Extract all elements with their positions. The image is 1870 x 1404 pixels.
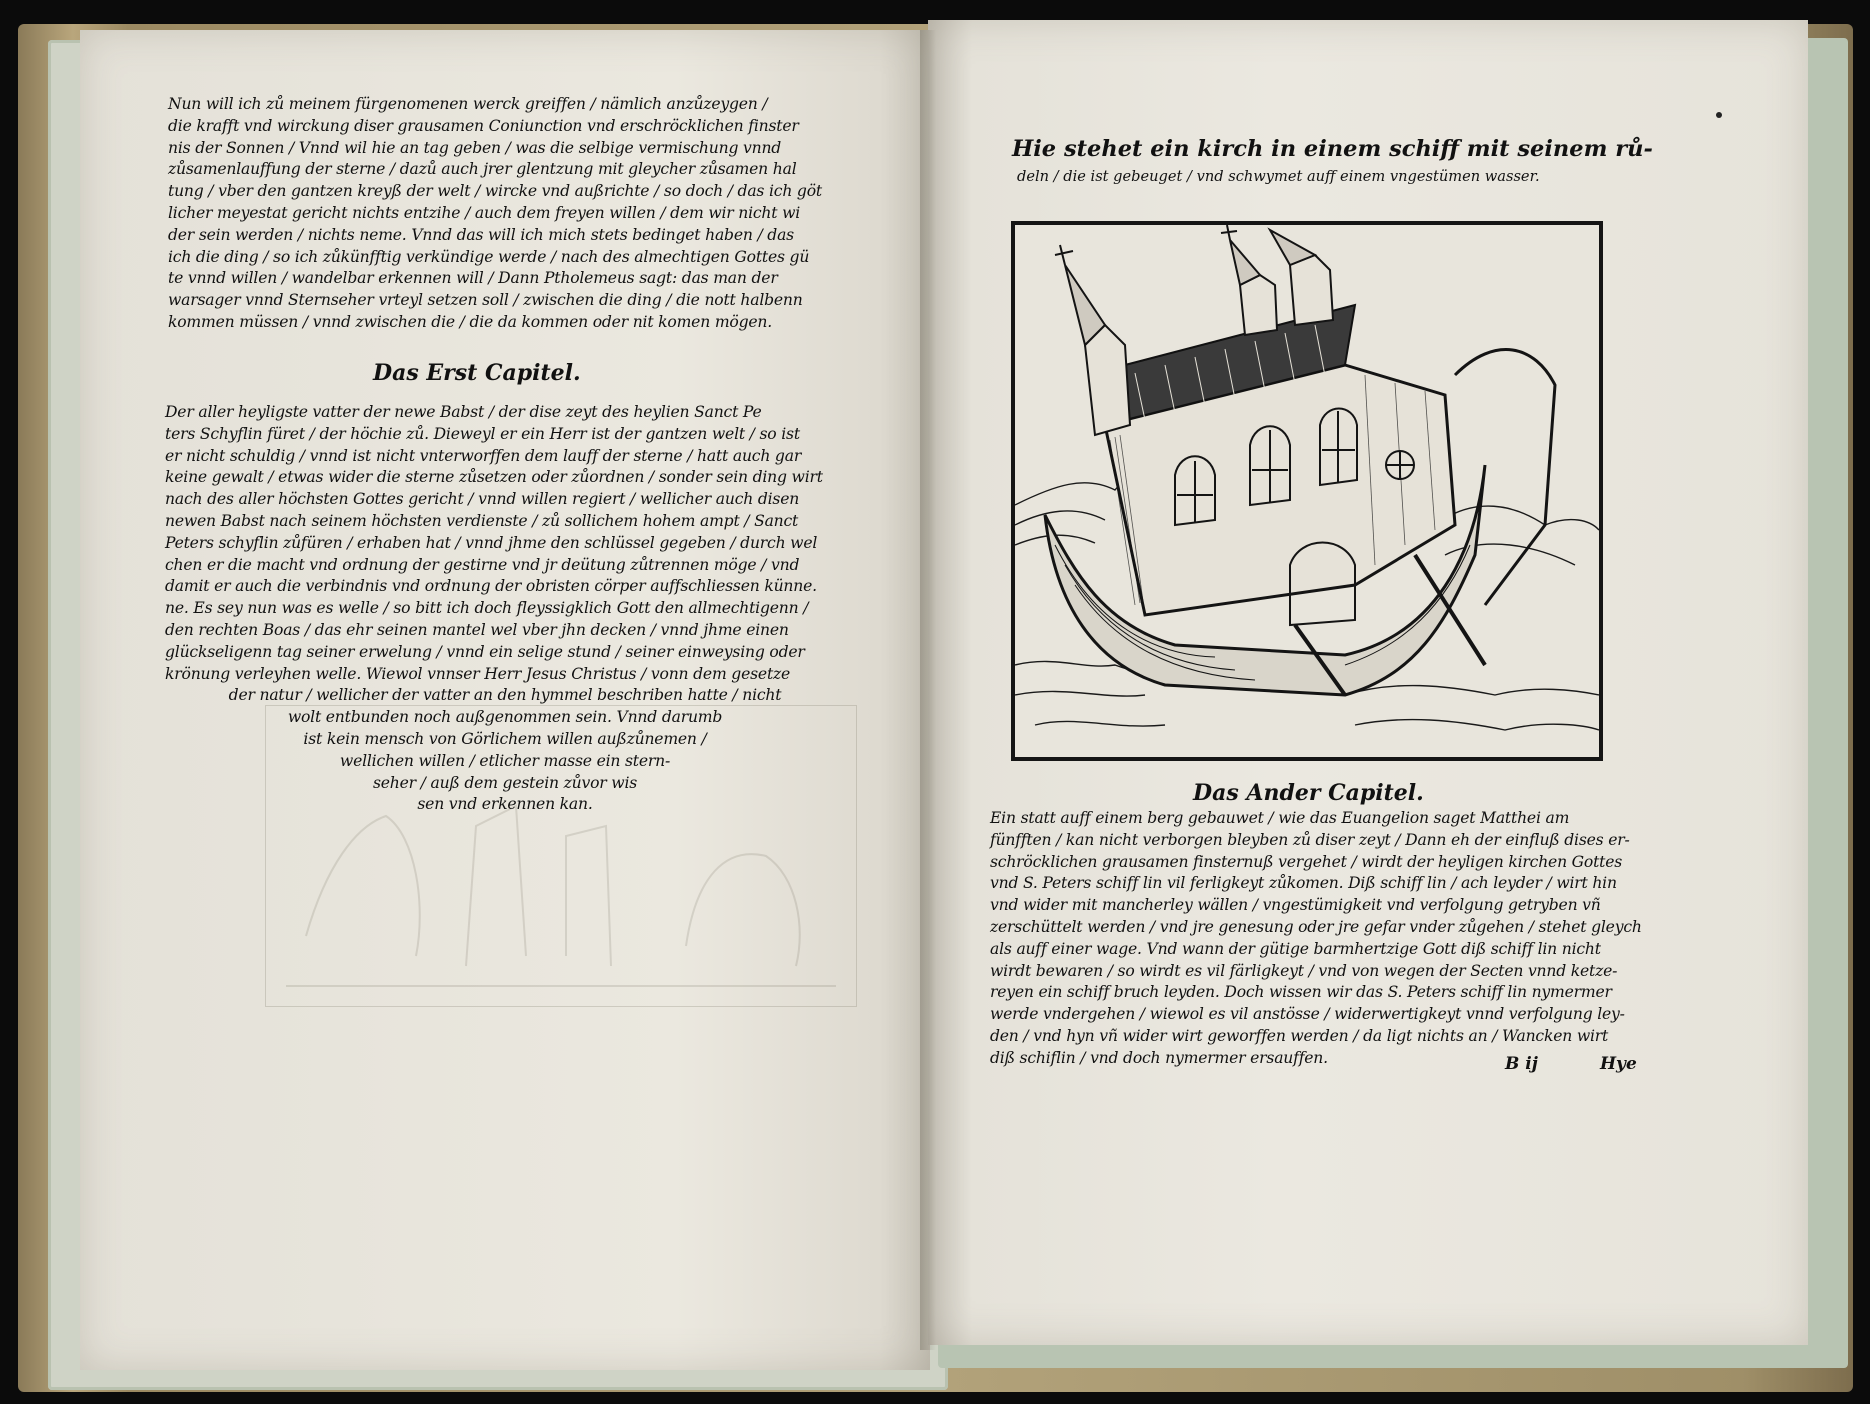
text-line: vnd wider mit mancherley wällen / vngestümigkeit vnd verfolgung getryben vñ bbox=[990, 896, 1601, 915]
left-body-paragraph bbox=[165, 402, 845, 816]
text-line: seher / auß dem gestein zůvor wis bbox=[372, 773, 638, 792]
text-line: wolt entbunden noch außgenommen sein. Vnnd darumb bbox=[287, 708, 723, 727]
text-line: Ein statt auff einem berg gebauwet / wie das Euangelion saget Matthei am bbox=[990, 809, 1570, 827]
text-line: ich die ding / so ich zůkünfftig verkündige werde / nach des almechtigen Gottes gü bbox=[168, 247, 810, 266]
text-line: warsager vnnd Sternseher vrteyl setzen soll / zwischen die ding / die nott halbenn bbox=[168, 291, 803, 310]
woodcut-title: Hie stehet ein kirch in einem schiff mit seinem rů- bbox=[1012, 136, 1653, 162]
text-line: schröcklichen grausamen finsternuß vergehet / wirdt der heyligen kirchen Gottes bbox=[990, 852, 1623, 871]
text-line: glückseligenn tag seiner erwelung / vnnd ein selige stund / seiner einweysing oder bbox=[165, 642, 805, 661]
left-chapter-title: Das Erst Capitel. bbox=[373, 360, 581, 386]
right-chapter-title: Das Ander Capitel. bbox=[1193, 780, 1424, 806]
text-line: zerschüttelt werden / vnd jre genesung oder jre gefar vnder zůgehen / stehet gleych bbox=[990, 917, 1642, 936]
text-line: krönung verleyhen welle. Wiewol vnnser Herr Jesus Christus / vonn dem gesetze bbox=[165, 664, 791, 683]
text-line: den rechten Boas / das ehr seinen mantel wel vber jhn decken / vnnd jhme einen bbox=[165, 620, 789, 639]
text-line: te vnnd willen / wandelbar erkennen will / Dann Ptholemeus sagt: das man der bbox=[168, 269, 778, 288]
text-line: ters Schyflin füret / der höchie zů. Dieweyl er ein Herr ist der gantzen welt / so ist bbox=[165, 424, 800, 443]
book-gutter bbox=[920, 30, 936, 1350]
text-line: nis der Sonnen / Vnnd wil hie an tag geben / was die selbige vermischung vnnd bbox=[168, 138, 782, 157]
text-line: Peters schyflin zůfüren / erhaben hat / vnnd jhme den schlüssel gegeben / durch wel bbox=[165, 533, 818, 552]
text-line: Nun will ich zů meinem fürgenomenen werck greiffen / nämlich anzůzeygen / bbox=[168, 95, 768, 113]
text-line: reyen ein schiff bruch leyden. Doch wissen wir das S. Peters schiff lin nymermer bbox=[990, 983, 1612, 1002]
text-line: vnd S. Peters schiff lin vil ferligkeyt zůkomen. Diß schiff lin / ach leyder / wirt hin bbox=[990, 874, 1617, 893]
text-line: chen er die macht vnd ordnung der gestirne vnd jr deütung zůtrennen möge / vnd bbox=[165, 555, 800, 574]
right-body-paragraph bbox=[990, 808, 1650, 1070]
text-line: newen Babst nach seinem höchsten verdienste / zů sollichem hohem ampt / Sanct bbox=[165, 511, 799, 530]
text-line: wellichen willen / etlicher masse ein stern- bbox=[339, 751, 671, 770]
text-line: fünfften / kan nicht verborgen bleyben zů diser zeyt / Dann eh der einfluß dises er- bbox=[990, 830, 1630, 849]
signature-mark: B ij bbox=[1505, 1054, 1538, 1074]
text-line: nach des aller höchsten Gottes gericht / vnnd willen regiert / wellicher auch disen bbox=[165, 490, 800, 509]
text-line: diß schiflin / vnd doch nymermer ersauffen. bbox=[990, 1048, 1328, 1067]
text-line: als auff einer wage. Vnd wann der gütige barmhertzige Gott diß schiff lin nicht bbox=[990, 939, 1601, 958]
text-line: kommen müssen / vnnd zwischen die / die da kommen oder nit komen mögen. bbox=[168, 312, 772, 331]
church-ship-woodcut bbox=[1011, 221, 1603, 761]
text-line: der sein werden / nichts neme. Vnnd das will ich mich stets bedinget haben / das bbox=[168, 225, 794, 244]
text-line: damit er auch die verbindnis vnd ordnung der obristen cörper auffschliessen künne. bbox=[165, 577, 817, 596]
left-intro-paragraph bbox=[168, 94, 828, 334]
text-line: zůsamenlauffung der sterne / dazů auch jrer glentzung mit gleycher zůsamen hal bbox=[168, 160, 797, 179]
text-line: den / vnd hyn vñ wider wirt geworffen werden / da ligt nichts an / Wancken wirt bbox=[990, 1026, 1609, 1045]
text-line: der natur / wellicher der vatter an den hymmel beschriben hatte / nicht bbox=[228, 686, 782, 705]
ink-spot bbox=[1716, 112, 1722, 118]
text-line: er nicht schuldig / vnnd ist nicht vnterworffen dem lauff der sterne / hatt auch gar bbox=[165, 446, 802, 465]
text-line: ist kein mensch von Görlichem willen außzůnemen / bbox=[303, 729, 707, 748]
text-line: licher meyestat gericht nichts entzihe / auch dem freyen willen / dem wir nicht wi bbox=[168, 203, 801, 222]
text-line: werde vndergehen / wiewol es vil anstösse / widerwertigkeyt vnnd verfolgung ley- bbox=[990, 1005, 1625, 1024]
text-line: wirdt bewaren / so wirdt es vil färligkeyt / vnd von wegen der Secten vnnd ketze- bbox=[990, 961, 1618, 980]
text-line: Der aller heyligste vatter der newe Babst / der dise zeyt des heylien Sanct Pe bbox=[165, 403, 762, 421]
text-line: keine gewalt / etwas wider die sterne zůsetzen oder zůordnen / sonder sein ding wirt bbox=[165, 468, 823, 487]
text-line: tung / vber den gantzen kreyß der welt / wircke vnd außrichte / so doch / das ich göt bbox=[168, 182, 822, 201]
catchword: Hye bbox=[1600, 1054, 1637, 1074]
text-line: sen vnd erkennen kan. bbox=[417, 795, 593, 814]
text-line: ne. Es sey nun was es welle / so bitt ich doch fleyssigklich Gott den allmechtigenn / bbox=[165, 599, 809, 618]
text-line: die krafft vnd wirckung diser grausamen Coniunction vnd erschröcklichen finster bbox=[168, 116, 799, 135]
woodcut-subtitle: deln / die ist gebeuget / vnd schwymet auff einem vngestümen wasser. bbox=[1017, 168, 1540, 185]
